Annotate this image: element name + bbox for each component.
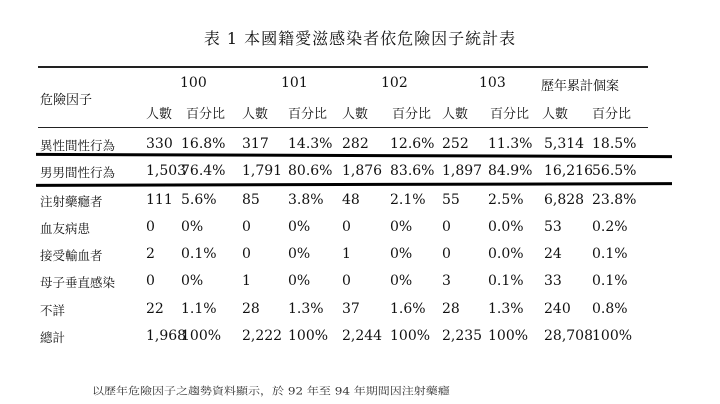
top-rule	[38, 66, 648, 68]
count-cell: 33	[544, 273, 562, 289]
count-cell: 1,876	[342, 163, 383, 179]
count-cell: 111	[146, 192, 173, 208]
header-rule	[38, 127, 648, 128]
count-cell: 3	[442, 273, 451, 289]
percent-cell: 12.6%	[390, 136, 435, 152]
percent-cell: 1.6%	[390, 301, 426, 317]
year-header-102: 102	[381, 75, 408, 91]
percent-cell: 0.0%	[488, 219, 524, 235]
row-label: 注射藥癮者	[40, 194, 103, 209]
count-cell: 0	[442, 246, 451, 262]
subheader-pct-cumulative: 百分比	[592, 107, 632, 122]
percent-cell: 0%	[390, 273, 413, 289]
subheader-count-100: 人數	[146, 107, 173, 122]
percent-cell: 100%	[488, 328, 529, 344]
count-cell: 1	[242, 273, 251, 289]
count-cell: 28	[442, 301, 460, 317]
count-cell: 1	[342, 246, 351, 262]
percent-cell: 100%	[592, 328, 633, 344]
percent-cell: 0%	[390, 219, 413, 235]
risk-factor-header: 危險因子	[40, 93, 93, 108]
row-label: 異性間性行為	[40, 138, 116, 153]
count-cell: 16,216	[544, 163, 593, 179]
percent-cell: 23.8%	[592, 192, 637, 208]
row-label: 總計	[40, 330, 66, 345]
percent-cell: 2.5%	[488, 192, 524, 208]
percent-cell: 0.8%	[592, 301, 628, 317]
subheader-count-103: 人數	[442, 107, 469, 122]
count-cell: 2	[146, 246, 155, 262]
subheader-pct-101: 百分比	[288, 107, 328, 122]
count-cell: 24	[544, 246, 562, 262]
percent-cell: 1.1%	[181, 301, 217, 317]
percent-cell: 100%	[181, 328, 222, 344]
count-cell: 1,791	[242, 163, 283, 179]
year-header-103: 103	[479, 75, 506, 91]
table-title: 表 1 本國籍愛滋感染者依危險因子統計表	[203, 29, 517, 48]
percent-cell: 3.8%	[288, 192, 324, 208]
percent-cell: 0%	[288, 246, 311, 262]
hand-drawn-underline	[36, 153, 672, 158]
count-cell: 1,503	[146, 163, 187, 179]
row-label: 不詳	[40, 303, 66, 318]
percent-cell: 80.6%	[288, 163, 333, 179]
percent-cell: 1.3%	[488, 301, 524, 317]
count-cell: 37	[342, 301, 360, 317]
year-header-100: 100	[180, 75, 207, 91]
percent-cell: 0%	[288, 219, 311, 235]
count-cell: 0	[146, 273, 155, 289]
subheader-count-cumulative: 人數	[542, 107, 569, 122]
percent-cell: 11.3%	[488, 136, 533, 152]
row-label: 血友病患	[40, 221, 91, 236]
percent-cell: 0.0%	[488, 246, 524, 262]
percent-cell: 0.1%	[592, 273, 628, 289]
count-cell: 28,708	[544, 328, 593, 344]
count-cell: 0	[146, 219, 155, 235]
count-cell: 282	[342, 136, 369, 152]
percent-cell: 0.1%	[181, 246, 217, 262]
percent-cell: 16.8%	[181, 136, 226, 152]
percent-cell: 100%	[288, 328, 329, 344]
percent-cell: 2.1%	[390, 192, 426, 208]
count-cell: 330	[146, 136, 173, 152]
row-label: 母子垂直感染	[40, 275, 116, 290]
percent-cell: 0.1%	[592, 246, 628, 262]
count-cell: 85	[242, 192, 260, 208]
year-header-101: 101	[281, 75, 308, 91]
percent-cell: 5.6%	[181, 192, 217, 208]
count-cell: 0	[342, 219, 351, 235]
subheader-pct-100: 百分比	[186, 107, 226, 122]
count-cell: 1,968	[146, 328, 187, 344]
count-cell: 5,314	[544, 136, 585, 152]
row-label: 男男間性行為	[40, 165, 116, 180]
count-cell: 0	[242, 219, 251, 235]
count-cell: 0	[342, 273, 351, 289]
percent-cell: 56.5%	[592, 163, 637, 179]
percent-cell: 1.3%	[288, 301, 324, 317]
count-cell: 2,244	[342, 328, 383, 344]
percent-cell: 14.3%	[288, 136, 333, 152]
subheader-count-101: 人數	[242, 107, 269, 122]
percent-cell: 76.4%	[181, 163, 226, 179]
count-cell: 22	[146, 301, 164, 317]
count-cell: 2,222	[242, 328, 283, 344]
count-cell: 240	[544, 301, 571, 317]
count-cell: 48	[342, 192, 360, 208]
percent-cell: 18.5%	[592, 136, 637, 152]
percent-cell: 0.2%	[592, 219, 628, 235]
count-cell: 317	[242, 136, 269, 152]
percent-cell: 0.1%	[488, 273, 524, 289]
percent-cell: 83.6%	[390, 163, 435, 179]
percent-cell: 0%	[181, 219, 204, 235]
count-cell: 6,828	[544, 192, 585, 208]
count-cell: 0	[442, 219, 451, 235]
row-label: 接受輸血者	[40, 248, 103, 263]
subheader-count-102: 人數	[342, 107, 369, 122]
percent-cell: 0%	[181, 273, 204, 289]
count-cell: 252	[442, 136, 469, 152]
count-cell: 2,235	[442, 328, 483, 344]
percent-cell: 84.9%	[488, 163, 533, 179]
footnote: 以歷年危險因子之趨勢資料顯示，於 92 年至 94 年期間因注射藥癮	[92, 384, 450, 397]
percent-cell: 100%	[390, 328, 431, 344]
subheader-pct-103: 百分比	[490, 107, 530, 122]
count-cell: 55	[442, 192, 460, 208]
year-header-cumulative: 歷年累計個案	[541, 79, 620, 94]
count-cell: 28	[242, 301, 260, 317]
count-cell: 0	[242, 246, 251, 262]
hand-drawn-underline	[36, 182, 672, 187]
count-cell: 53	[544, 219, 562, 235]
percent-cell: 0%	[288, 273, 311, 289]
subheader-pct-102: 百分比	[392, 107, 432, 122]
percent-cell: 0%	[390, 246, 413, 262]
count-cell: 1,897	[442, 163, 483, 179]
